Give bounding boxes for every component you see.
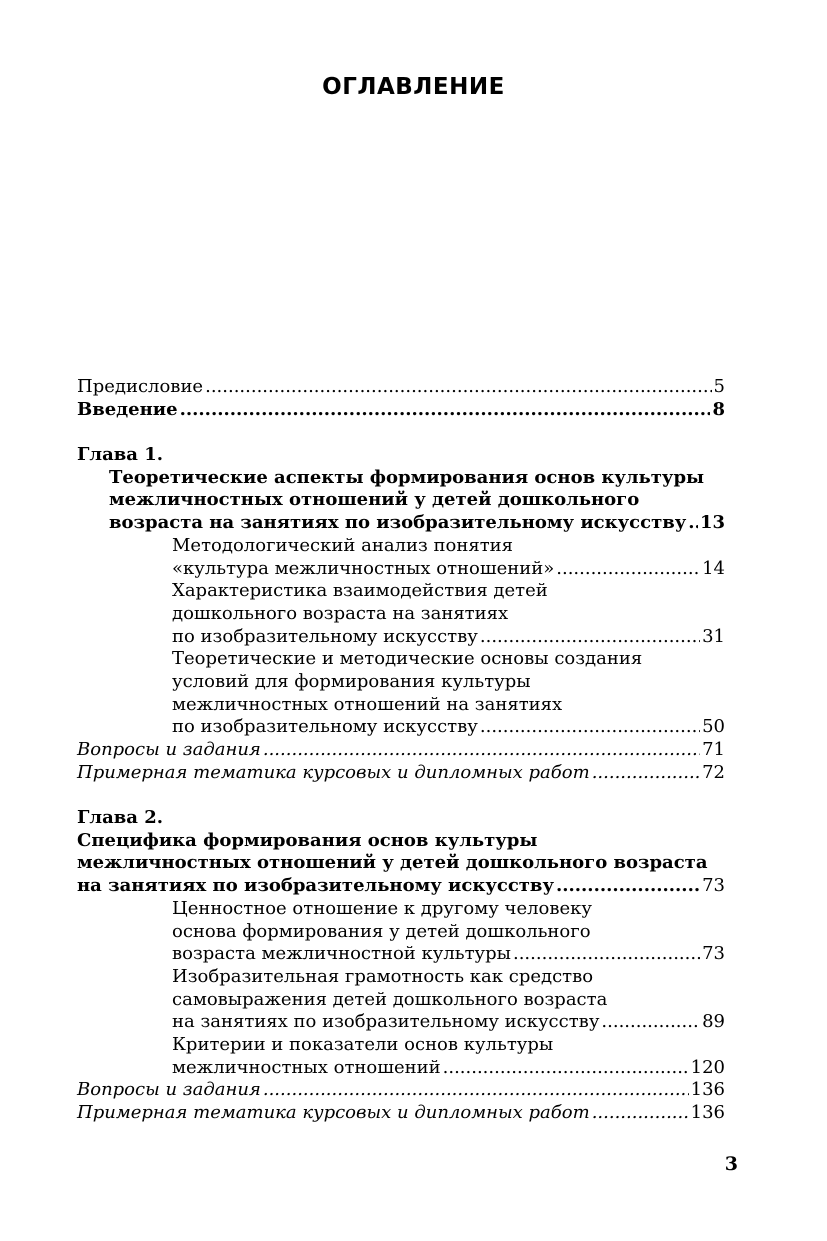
toc-entry-line: на занятиях по изобразительному искусству [172, 1011, 600, 1033]
table-of-contents [77, 376, 725, 1125]
toc-entry-line: межличностных отношений [172, 1056, 441, 1078]
dot-leader [205, 376, 711, 399]
toc-entry-line: «культура межличностных отношений» [172, 557, 555, 579]
toc-entry-section-2-2[interactable] [77, 966, 725, 1034]
dot-leader [480, 716, 700, 739]
toc-entry-label: Примерная тематика курсовых и дипломных работ [77, 1102, 590, 1123]
toc-entry-ch1-topics[interactable] [77, 762, 725, 785]
dot-leader [480, 626, 700, 649]
toc-entry-page: 136 [690, 1102, 725, 1123]
toc-entry-line: межличностных отношений у детей дошкольного [109, 489, 640, 511]
toc-entry-line: Изобразительная грамотность как средство [172, 965, 594, 987]
toc-entry-line: Специфика формирования основ культуры [77, 829, 538, 851]
dot-leader [688, 512, 698, 535]
toc-entry-page: 8 [712, 398, 725, 420]
toc-entry-line: по изобразительному искусству [172, 625, 478, 647]
toc-entry-line: Характеристика взаимодействия детей [172, 580, 548, 602]
toc-entry-line: на занятиях по изобразительному искусству [77, 875, 554, 897]
page-number: 3 [724, 1153, 738, 1175]
toc-entry-line: возраста межличностной культуры [172, 943, 511, 965]
toc-entry-line: межличностных отношений у детей дошкольного возраста [77, 852, 708, 874]
toc-entry-ch1-questions[interactable] [77, 739, 725, 762]
toc-entry-line: возраста на занятиях по изобразительному искусству [109, 512, 687, 534]
toc-entry-section-2-3[interactable] [77, 1034, 725, 1079]
toc-entry-line: Теоретические аспекты формирования основ культуры [109, 466, 705, 488]
dot-leader [592, 1102, 689, 1125]
toc-entry-ch2-topics[interactable] [77, 1102, 725, 1125]
dot-leader [592, 762, 700, 785]
toc-entry-line: Методологический анализ понятия [172, 534, 514, 556]
toc-entry-page: 89 [702, 1011, 725, 1033]
toc-entry-line: Ценностное отношение к другому человеку [172, 897, 593, 919]
chapter-1-label: Глава 1. [77, 444, 164, 466]
toc-entry-label: Предисловие [77, 376, 204, 397]
page-title: ОГЛАВЛЕНИЕ [322, 74, 505, 100]
toc-entry-section-1-2[interactable] [77, 580, 725, 648]
toc-entry-line: по изобразительному искусству [172, 716, 478, 738]
toc-entry-line: Критерии и показатели основ культуры [172, 1033, 554, 1055]
toc-entry-page: 120 [690, 1056, 725, 1078]
toc-entry-chapter-2[interactable] [77, 830, 725, 898]
dot-leader [556, 875, 700, 898]
toc-entry-section-2-1[interactable] [77, 898, 725, 966]
dot-leader [263, 1079, 689, 1102]
toc-entry-line: дошкольного возраста на занятиях [172, 602, 509, 624]
dot-leader [556, 558, 700, 581]
toc-entry-label: Вопросы и задания [77, 739, 261, 760]
toc-entry-section-1-1[interactable] [77, 535, 725, 580]
toc-entry-line: самовыражения детей дошкольного возраста [172, 988, 608, 1010]
dot-leader [443, 1057, 689, 1080]
toc-entry-label: Введение [77, 398, 178, 420]
toc-entry-page: 31 [702, 625, 725, 647]
toc-entry-label: Вопросы и задания [77, 1079, 261, 1101]
toc-entry-preface[interactable] [77, 376, 725, 399]
toc-entry-page: 73 [702, 943, 725, 965]
toc-entry-section-1-3[interactable] [77, 648, 725, 739]
toc-entry-page: 71 [702, 739, 725, 760]
toc-entry-page: 72 [702, 761, 725, 783]
dot-leader [180, 399, 711, 422]
toc-entry-chapter-1[interactable] [77, 467, 725, 535]
toc-entry-page: 73 [702, 875, 725, 897]
toc-entry-line: условий для формирования культуры [172, 670, 531, 692]
toc-entry-page: 13 [699, 512, 725, 534]
toc-entry-label: Примерная тематика курсовых и дипломных работ [77, 761, 590, 783]
toc-entry-line: межличностных отношений на занятиях [172, 693, 563, 715]
dot-leader [601, 1011, 700, 1034]
toc-entry-page: 136 [690, 1079, 725, 1101]
toc-entry-page: 14 [702, 557, 725, 579]
dot-leader [513, 943, 700, 966]
toc-entry-line: основа формирования у детей дошкольного [172, 920, 591, 942]
toc-entry-ch2-questions[interactable] [77, 1079, 725, 1102]
toc-entry-intro[interactable] [77, 399, 725, 422]
toc-entry-line: Теоретические и методические основы создания [172, 648, 643, 670]
chapter-2-label: Глава 2. [77, 807, 164, 829]
dot-leader [263, 739, 700, 762]
toc-entry-page: 50 [702, 716, 725, 738]
toc-entry-page: 5 [713, 376, 725, 397]
